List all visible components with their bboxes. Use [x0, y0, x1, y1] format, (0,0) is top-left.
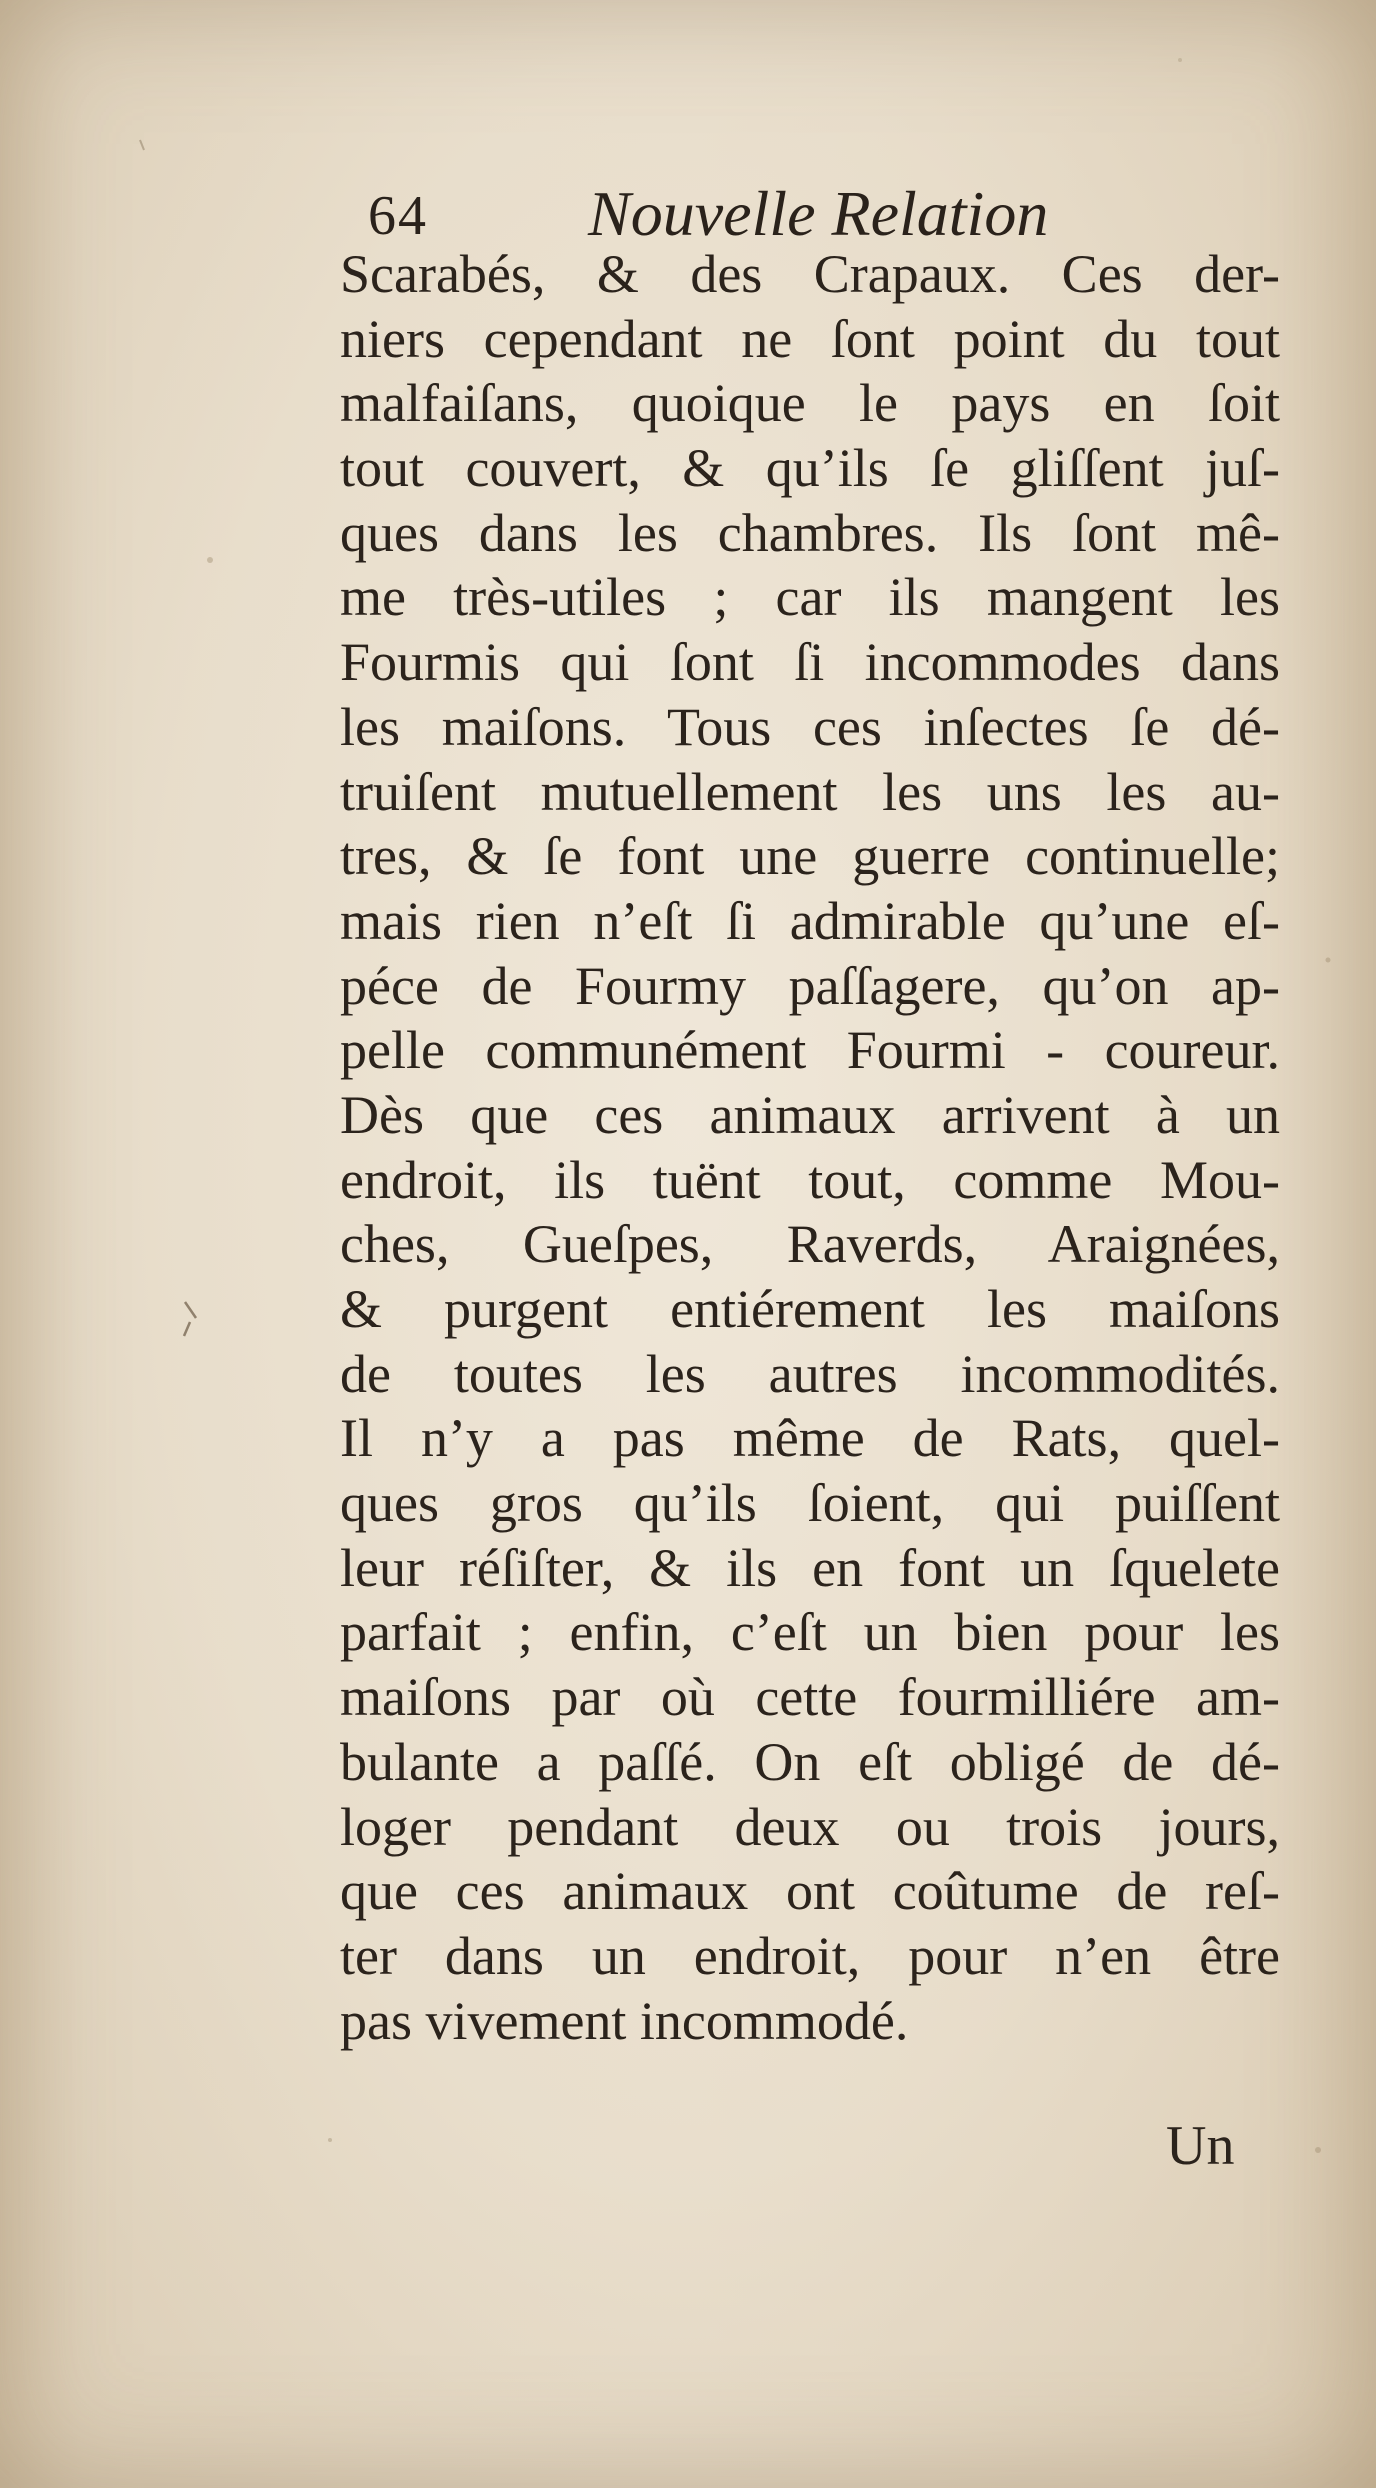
text-line: maiſons par où cette fourmilliére am-: [340, 1667, 1280, 1728]
text-line: tout couvert, & qu’ils ſe gliſſent juſ-: [340, 438, 1280, 499]
text-line: Il n’y a pas même de Rats, quel-: [340, 1408, 1280, 1469]
text-line: ches, Gueſpes, Raverds, Araignées,: [340, 1214, 1280, 1275]
text-line: leur réſiſter, & ils en font un ſquelete: [340, 1537, 1280, 1598]
text-line: Dès que ces animaux arrivent à un: [340, 1084, 1280, 1145]
text-line: Scarabés, & des Crapaux. Ces der-: [340, 244, 1280, 304]
text-line: truiſent mutuellement les uns les au-: [340, 761, 1280, 822]
text-line: loger pendant deux ou trois jours,: [340, 1796, 1280, 1857]
text-line: me très-utiles ; car ils mangent les: [340, 567, 1280, 628]
page-number: 64: [368, 185, 428, 247]
text-line: malfaiſans, quoique le pays en ſoit: [340, 373, 1280, 434]
paper-speck: [1178, 58, 1182, 62]
text-line: tres, & ſe font une guerre continuelle;: [340, 826, 1280, 887]
text-line: bulante a paſſé. On eſt obligé de dé-: [340, 1731, 1280, 1792]
text-line: péce de Fourmy paſſagere, qu’on ap-: [340, 955, 1280, 1016]
text-line: que ces animaux ont coûtume de reſ-: [340, 1861, 1280, 1922]
paper-mark: [140, 140, 144, 150]
paper-speck: [207, 557, 213, 563]
text-line: ques dans les chambres. Ils ſont mê-: [340, 502, 1280, 563]
text-line: ques gros qu’ils ſoient, qui puiſſent: [340, 1473, 1280, 1534]
text-line: les maiſons. Tous ces inſectes ſe dé-: [340, 696, 1280, 757]
text-line: parfait ; enfin, c’eſt un bien pour les: [340, 1602, 1280, 1663]
text-line: Fourmis qui ſont ſi incommodes dans: [340, 632, 1280, 693]
paper-speck: [1326, 958, 1331, 963]
catchword: Un: [1166, 2115, 1235, 2177]
running-head: Nouvelle Relation: [588, 178, 1049, 249]
paper-speck: [1315, 2147, 1321, 2153]
text-line: niers cependant ne ſont point du tout: [340, 308, 1280, 369]
text-line: & purgent entiérement les maiſons: [340, 1279, 1280, 1339]
text-line: ter dans un endroit, pour n’en être: [340, 1925, 1280, 1986]
text-line: endroit, ils tuënt tout, comme Mou-: [340, 1149, 1280, 1210]
paper-mark: [184, 1302, 196, 1336]
text-line: de toutes les autres incommodités.: [340, 1343, 1280, 1404]
paper-speck: [328, 2138, 332, 2142]
text-line: pelle communément Fourmi - coureur.: [340, 1020, 1280, 1081]
text-line: mais rien n’eſt ſi admirable qu’une eſ-: [340, 890, 1280, 951]
body-text: [340, 242, 1280, 2053]
text-line: pas vivement incommodé.: [340, 1990, 909, 2051]
